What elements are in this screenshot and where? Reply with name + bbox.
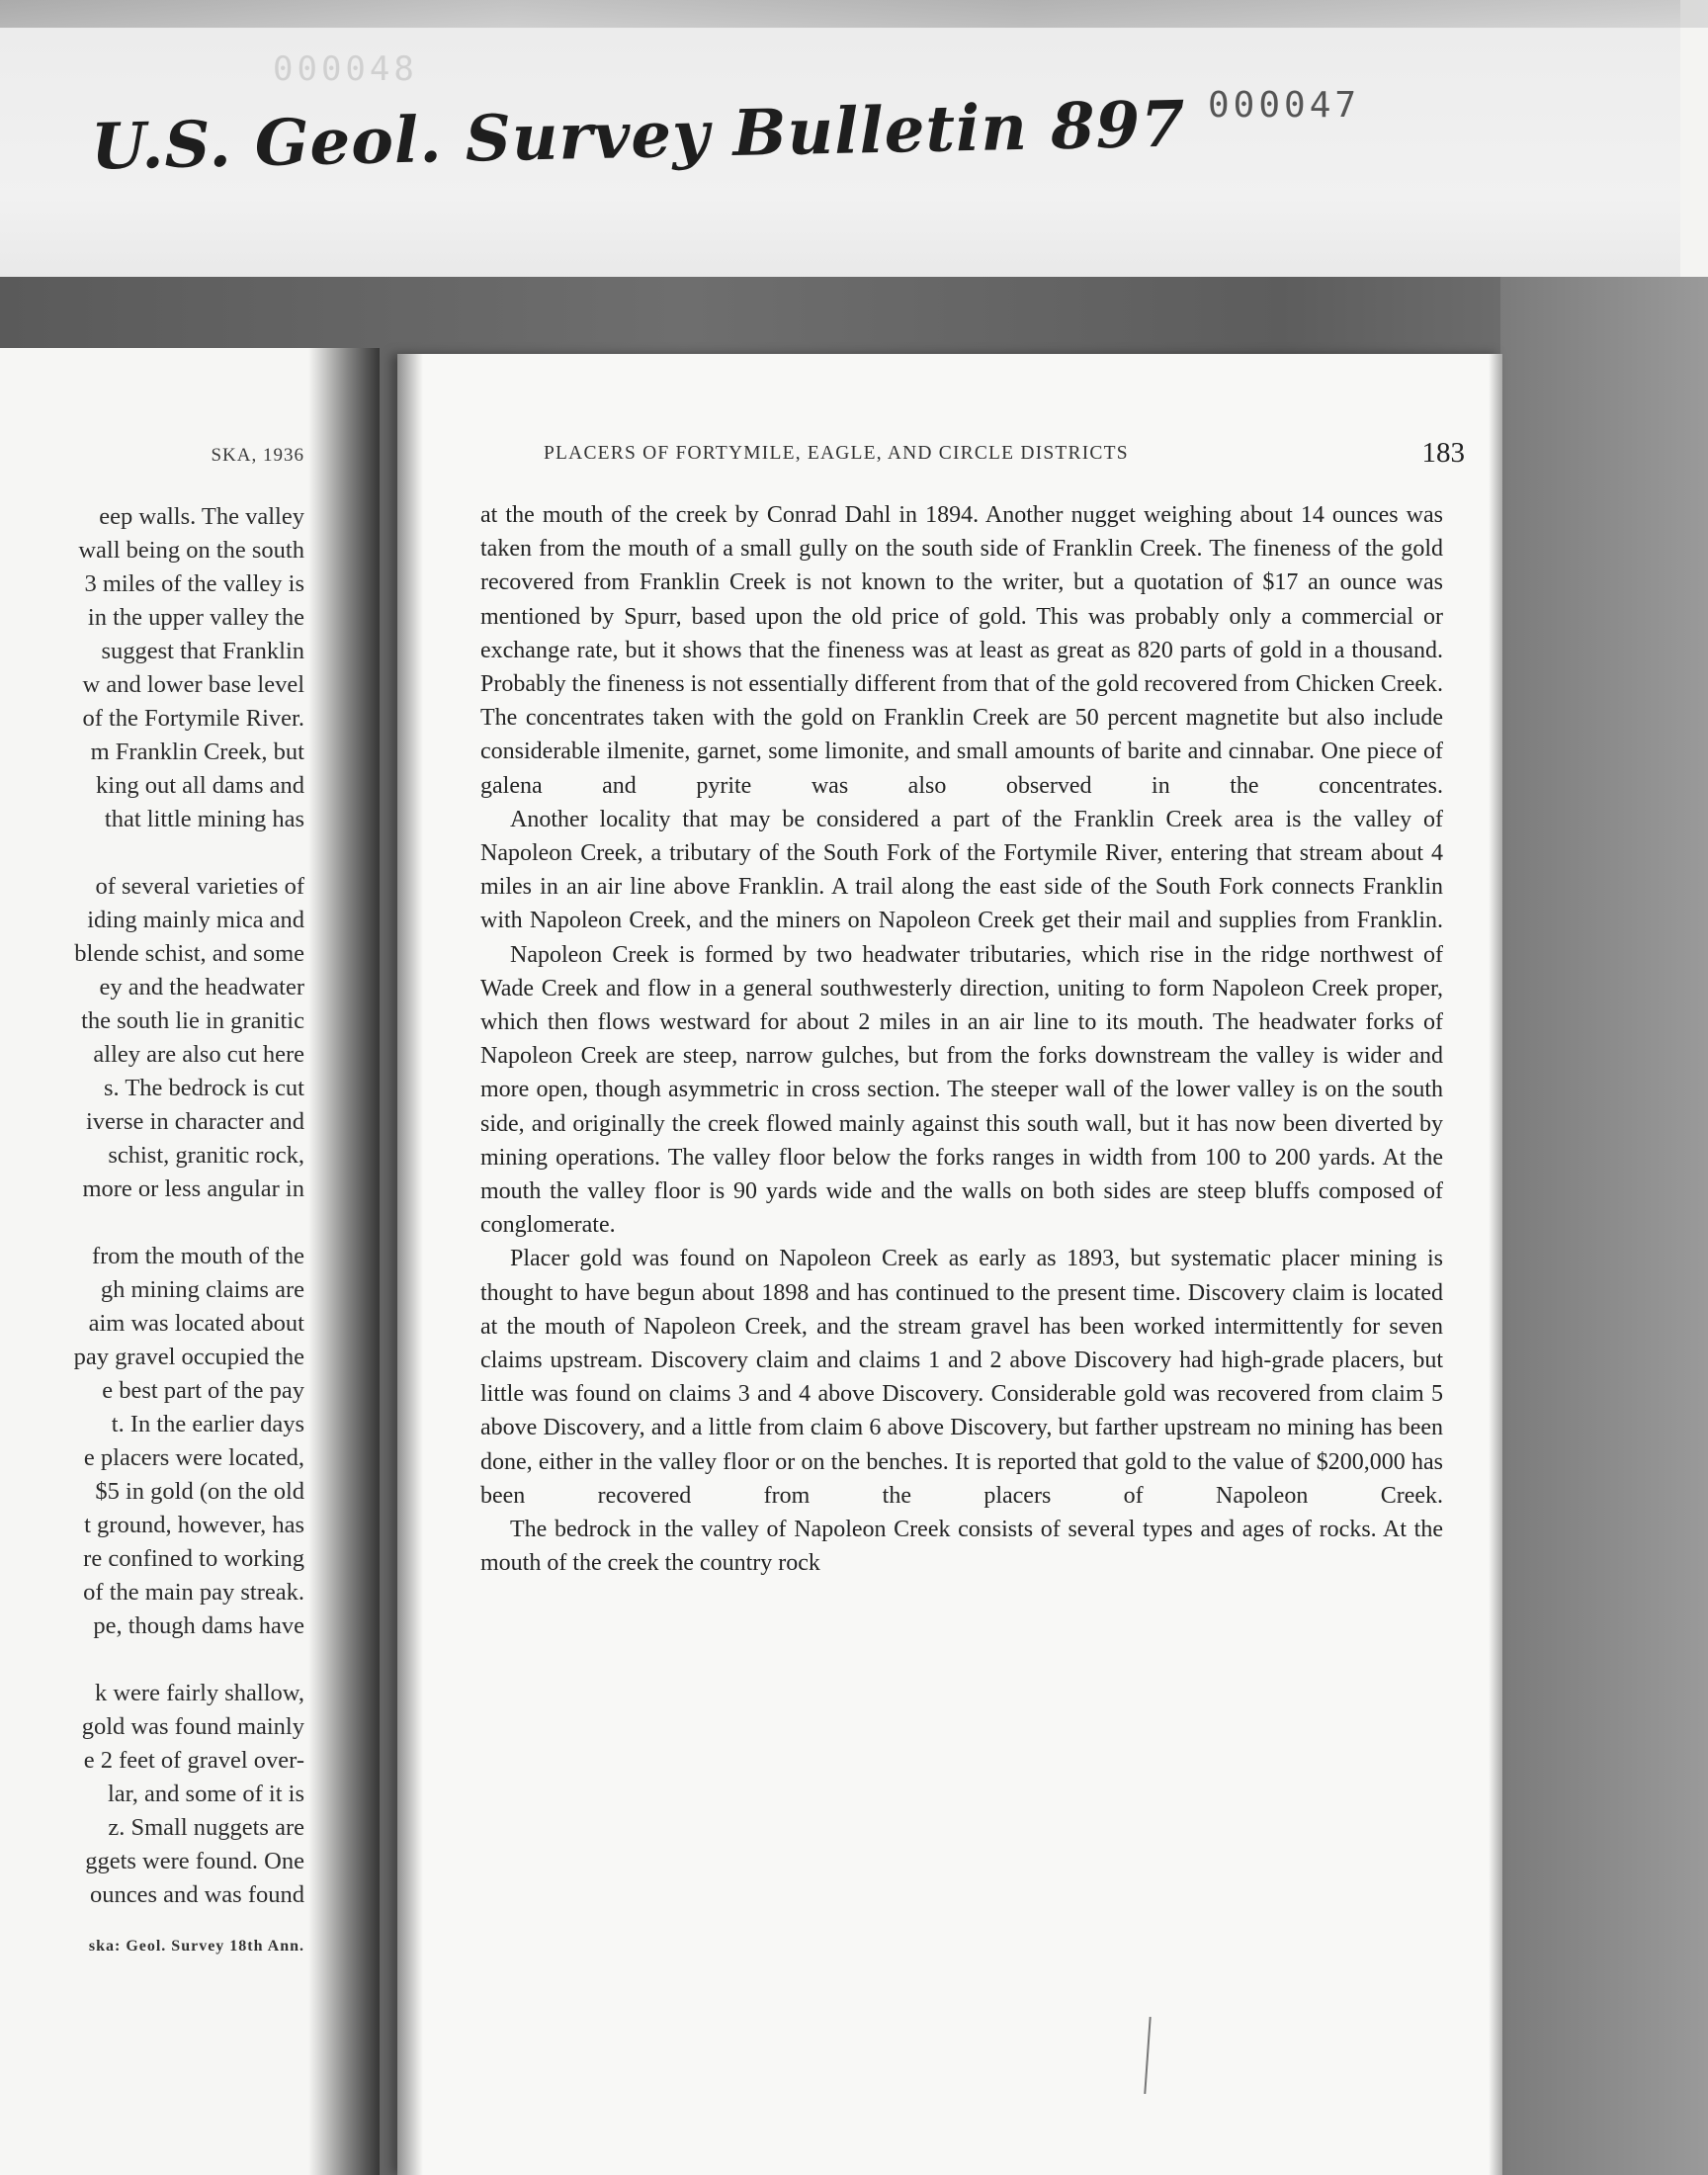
left-text-line: wall being on the south	[78, 537, 304, 564]
left-text-line: s. The bedrock is cut	[104, 1075, 304, 1101]
left-text-line: blende schist, and some	[74, 940, 304, 967]
right-page	[397, 354, 1502, 2175]
left-text-line	[0, 836, 304, 870]
left-text-line: in the upper valley the	[87, 604, 304, 631]
ghost-stamp-number: 000048	[273, 49, 418, 89]
left-text-line: $5 in gold (on the old	[95, 1478, 304, 1505]
left-text-line: the south lie in granitic	[81, 1007, 304, 1034]
left-text-line: ggets were found. One	[85, 1848, 304, 1874]
left-text-line: gh mining claims are	[100, 1276, 304, 1303]
left-text-line: t. In the earlier days	[111, 1411, 304, 1437]
body-text	[480, 498, 1443, 1581]
paragraph: at the mouth of the creek by Conrad Dahl in 1894. Another nugget weighing about 14 ounces was taken from the mouth of a small gully on the south side of Franklin Creek. The fineness of the gold recovered from Franklin Creek is not known to the writer, but a quotation of $17 an ounce was mentioned by Spurr, based upon the old price of gold. This was probably only a commercial or exchange rate, but it shows that the fineness was at least as great as 820 parts of gold in a thousand. Probably the fineness is not essentially different from that of the gold recovered from Chicken Creek. The concentrates taken with the gold on Franklin Creek are 50 percent magnetite but also include considerable ilmenite, garnet, some limonite, and small amounts of barite and cinnabar. One piece of galena and pyrite was also observed in the concentrates.	[480, 502, 1443, 799]
left-text-line: e 2 feet of gravel over-	[83, 1747, 304, 1774]
left-text-line: aim was located about	[88, 1310, 304, 1337]
page-number: 183	[1421, 437, 1465, 469]
paragraph: Another locality that may be considered a part of the Franklin Creek area is the valley of Napoleon Creek, a tributary of the South Fork of the Fortymile River, entering that stream about 4 miles in an air line above Franklin. A trail along the east side of the South Fork connects Franklin with Napoleon Creek, and the miners on Napoleon Creek get their mail and supplies from Franklin.	[480, 806, 1443, 934]
left-text-line: of several varieties of	[95, 873, 304, 900]
left-text-line: king out all dams and	[96, 772, 304, 799]
scan-top-edge	[0, 0, 1708, 28]
paragraph: Napoleon Creek is formed by two headwater tributaries, which rise in the ridge northwest of Wade Creek and flow in a general southwesterly direction, uniting to form Napoleon Creek proper, which then flows westward for about 2 miles in an air line to its mouth. The headwater forks of Napoleon Creek are steep, narrow gulches, but from the forks downstream the valley is wider and more open, though asymmetric in cross section. The steeper wall of the lower valley is on the south side, and originally the creek flowed mainly against this south wall, but it has now been diverted by mining operations. The valley floor below the forks ranges in width from 100 to 200 yards. At the mouth the valley floor is 90 yards wide and the walls on both sides are steep bluffs composed of conglomerate.	[480, 941, 1443, 1239]
left-page	[0, 348, 380, 2175]
left-text-line	[0, 1206, 304, 1240]
left-text-line: of the main pay streak.	[83, 1579, 304, 1606]
left-page-text	[0, 500, 304, 1912]
left-text-line: that little mining has	[104, 806, 304, 832]
left-text-line: ey and the headwater	[99, 974, 304, 1000]
left-text-line: pe, though dams have	[93, 1612, 304, 1639]
left-text-line: gold was found mainly	[81, 1713, 304, 1740]
left-text-line: w and lower base level	[82, 671, 304, 698]
left-text-line: schist, granitic rock,	[108, 1142, 304, 1169]
paragraph: Placer gold was found on Napoleon Creek as early as 1893, but systematic placer mining is thought to have begun about 1898 and has continued to the present time. Discovery claim is located at the mouth of Napoleon Creek, and the stream gravel has been worked intermittently for seven claims upstream. Discovery claim and claims 1 and 2 above Discovery had high-grade placers, but little was found on claims 3 and 4 above Discovery. Considerable gold was recovered from claim 5 above Discovery, and a little from claim 6 above Discovery, but farther upstream no mining has been done, either in the valley floor or on the benches. It is reported that gold to the value of $200,000 has been recovered from the placers of Napoleon Creek.	[480, 1246, 1443, 1509]
left-text-line: from the mouth of the	[91, 1243, 304, 1269]
left-text-line: iding mainly mica and	[87, 907, 304, 933]
left-text-line: z. Small nuggets are	[108, 1814, 304, 1841]
running-head: PLACERS OF FORTYMILE, EAGLE, AND CIRCLE DISTRICTS	[544, 443, 1129, 464]
left-text-line: of the Fortymile River.	[82, 705, 304, 732]
left-text-line: eep walls. The valley	[99, 503, 304, 530]
left-text-line: alley are also cut here	[93, 1041, 304, 1068]
left-text-line: more or less angular in	[82, 1175, 304, 1202]
handwritten-title: U.S. Geol. Survey Bulletin 897	[90, 87, 1187, 185]
label-strip	[0, 0, 1680, 277]
left-text-line: pay gravel occupied the	[73, 1344, 304, 1370]
left-text-line: re confined to working	[83, 1545, 304, 1572]
paragraph: The bedrock in the valley of Napoleon Creek consists of several types and ages of rocks. At the mouth of the creek the country rock	[480, 1517, 1443, 1577]
left-text-line: m Franklin Creek, but	[90, 739, 304, 765]
left-text-line: e placers were located,	[83, 1444, 304, 1471]
left-text-line: suggest that Franklin	[101, 638, 304, 664]
page-edge	[1489, 354, 1502, 2175]
gutter-shadow	[397, 354, 423, 2175]
left-text-line: 3 miles of the valley is	[84, 570, 304, 597]
binding-shadow	[308, 348, 380, 2175]
left-page-header: SKA, 1936	[211, 445, 304, 466]
left-text-line	[0, 1643, 304, 1677]
left-text-line: e best part of the pay	[102, 1377, 304, 1404]
left-text-line: ounces and was found	[89, 1881, 304, 1908]
left-text-line: t ground, however, has	[84, 1512, 304, 1538]
left-text-line: iverse in character and	[85, 1108, 304, 1135]
left-text-line: k were fairly shallow,	[94, 1680, 304, 1706]
stamp-number: 000047	[1208, 85, 1361, 126]
left-page-footnote: ska: Geol. Survey 18th Ann.	[88, 1938, 304, 1955]
left-text-line: lar, and some of it is	[107, 1781, 304, 1807]
